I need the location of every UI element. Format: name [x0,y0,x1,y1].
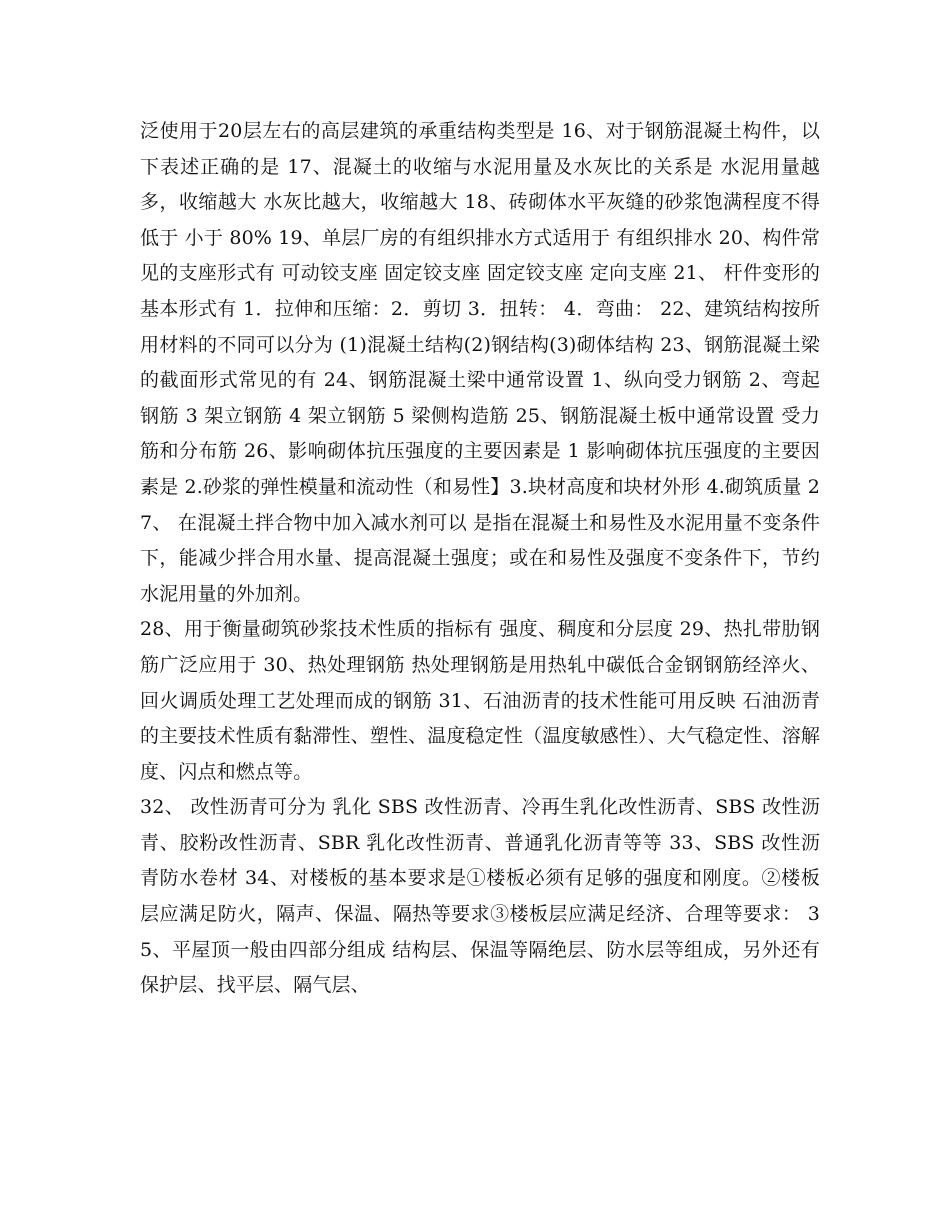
paragraph-3: 32、 改性沥青可分为 乳化 SBS 改性沥青、冷再生乳化改性沥青、SBS 改性沥青、胶粉改性沥青、SBR 乳化改性沥青、普通乳化沥青等等 33、SBS 改性沥青防水卷材 34、对楼板的基本要求是①楼板必须有足够的强度和刚度。②楼板层应满足防火，隔声、保温、隔热等要求③楼板层应满足经济、合理等要求： 35、平屋顶一般由四部分组成 结构层、保温等隔绝层、防水层等组成，另外还有保护层、找平层、隔气层、 [140,796,820,997]
paragraph-2: 28、用于衡量砌筑砂浆技术性质的指标有 强度、稠度和分层度 29、热扎带肋钢筋广泛应用于 30、热处理钢筋 热处理钢筋是用热轧中碳低合金钢钢筋经淬火、回火调质处理工艺处理而成的钢筋 31、石油沥青的技术性能可用反映 石油沥青的主要技术性质有黏滞性、塑性、温度稳定性（温度敏感性）、大气稳定性、溶解度、闪点和燃点等。 [140,618,820,783]
paragraph-1: 泛使用于20层左右的高层建筑的承重结构类型是 16、对于钢筋混凝土构件，以下表述正确的是 17、混凝土的收缩与水泥用量及水灰比的关系是 水泥用量越多，收缩越大 水灰比越大，收缩越大 18、砖砌体水平灰缝的砂浆饱满程度不得低于 小于 80% 19、单层厂房的有组织排水方式适用于 有组织排水 20、构件常见的支座形式有 可动铰支座 固定铰支座 固定铰支座 定向支座 21、 杆件变形的基本形式有 1．拉伸和压缩：2．剪切 3．扭转： 4．弯曲： 22、建筑结构按所用材料的不同可以分为 (1)混凝土结构(2)钢结构(3)砌体结构 23、钢筋混凝土梁的截面形式常见的有 24、钢筋混凝土梁中通常设置 1、纵向受力钢筋 2、弯起钢筋 3 架立钢筋 4 架立钢筋 5 梁侧构造筋 25、钢筋混凝土板中通常设置 受力筋和分布筋 26、影响砌体抗压强度的主要因素是 1 影响砌体抗压强度的主要因素是 2.砂浆的弹性模量和流动性（和易性】3.块材高度和块材外形 4.砌筑质量 27、 在混凝土拌合物中加入减水剂可以 是指在混凝土和易性及水泥用量不变条件下，能减少拌合用水量、提高混凝土强度；或在和易性及强度不变条件下，节约水泥用量的外加剂。 [140,120,820,605]
document-body [140,114,820,1004]
